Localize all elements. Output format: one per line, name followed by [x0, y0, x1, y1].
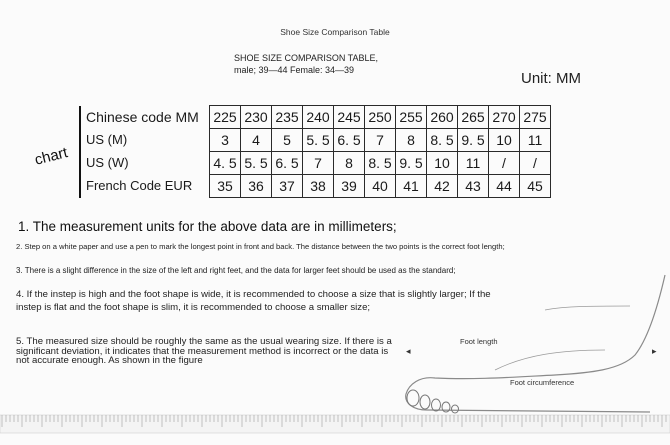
table-cell: 8	[396, 129, 427, 152]
foot-outline-icon	[395, 270, 670, 420]
table-cell: 7	[303, 152, 334, 175]
table-cell: 4	[241, 129, 272, 152]
table-cell: 225	[210, 106, 241, 129]
table-cell: 42	[427, 175, 458, 198]
foot-circumference-label: Foot circumference	[510, 378, 575, 387]
size-range-note: male; 39—44 Female: 34—39	[234, 65, 355, 75]
table-cell: 11	[458, 152, 489, 175]
table-subtitle: SHOE SIZE COMPARISON TABLE,	[234, 53, 379, 63]
foot-length-label: Foot length	[460, 337, 498, 346]
table-cell: /	[520, 152, 551, 175]
table-cell: 3	[210, 129, 241, 152]
table-cell: 255	[396, 106, 427, 129]
table-cell: 9. 5	[396, 152, 427, 175]
chart-label: chart	[32, 144, 70, 169]
table-cell: 4. 5	[210, 152, 241, 175]
row-label: Chinese code MM	[80, 106, 210, 129]
table-cell: 230	[241, 106, 272, 129]
table-row	[80, 106, 551, 129]
table-cell: 43	[458, 175, 489, 198]
table-cell: 240	[303, 106, 334, 129]
table-cell: 270	[489, 106, 520, 129]
table-cell: 235	[272, 106, 303, 129]
table-cell: 10	[427, 152, 458, 175]
table-cell: /	[489, 152, 520, 175]
table-row	[80, 175, 551, 198]
table-cell: 39	[334, 175, 365, 198]
ruler-icon	[0, 412, 670, 434]
table-cell: 250	[365, 106, 396, 129]
table-row	[80, 129, 551, 152]
table-cell: 45	[520, 175, 551, 198]
arrow-right-icon: ▸	[652, 346, 657, 356]
note-4: 4. If the instep is high and the foot shape is wide, it is recommended to choose a size that is slightly larger; If the instep is flat and the foot shape is slim, it is recommended to choose a smaller size;	[16, 289, 491, 313]
note-5: 5. The measured size should be roughly the same as the usual wearing size. If there is a significant deviation, it indicates that the measurement method is incorrect or the data is not accurate enough. As shown in the figure	[16, 336, 392, 366]
table-cell: 9. 5	[458, 129, 489, 152]
table-cell: 265	[458, 106, 489, 129]
arrow-left-icon: ◂	[406, 346, 411, 356]
table-cell: 7	[365, 129, 396, 152]
table-cell: 10	[489, 129, 520, 152]
table-cell: 44	[489, 175, 520, 198]
table-cell: 6. 5	[334, 129, 365, 152]
table-cell: 260	[427, 106, 458, 129]
note-3: 3. There is a slight difference in the size of the left and right feet, and the data for larger feet should be used as the standard;	[16, 266, 456, 275]
table-cell: 38	[303, 175, 334, 198]
size-comparison-table	[79, 105, 551, 198]
table-cell: 5	[272, 129, 303, 152]
page-title: Shoe Size Comparison Table	[280, 27, 390, 37]
row-label: French Code EUR	[80, 175, 210, 198]
table-cell: 8. 5	[365, 152, 396, 175]
table-cell: 37	[272, 175, 303, 198]
table-cell: 11	[520, 129, 551, 152]
note-1: 1. The measurement units for the above data are in millimeters;	[18, 219, 397, 234]
unit-label: Unit: MM	[521, 70, 581, 87]
table-cell: 6. 5	[272, 152, 303, 175]
table-cell: 8	[334, 152, 365, 175]
row-label: US (M)	[80, 129, 210, 152]
table-cell: 5. 5	[241, 152, 272, 175]
table-cell: 40	[365, 175, 396, 198]
table-row	[80, 152, 551, 175]
table-cell: 35	[210, 175, 241, 198]
table-cell: 5. 5	[303, 129, 334, 152]
note-2: 2. Step on a white paper and use a pen to mark the longest point in front and back. The distance between the two points is the correct foot length;	[16, 242, 505, 251]
row-label: US (W)	[80, 152, 210, 175]
table-cell: 275	[520, 106, 551, 129]
table-cell: 8. 5	[427, 129, 458, 152]
table-cell: 245	[334, 106, 365, 129]
table-cell: 41	[396, 175, 427, 198]
table-cell: 36	[241, 175, 272, 198]
